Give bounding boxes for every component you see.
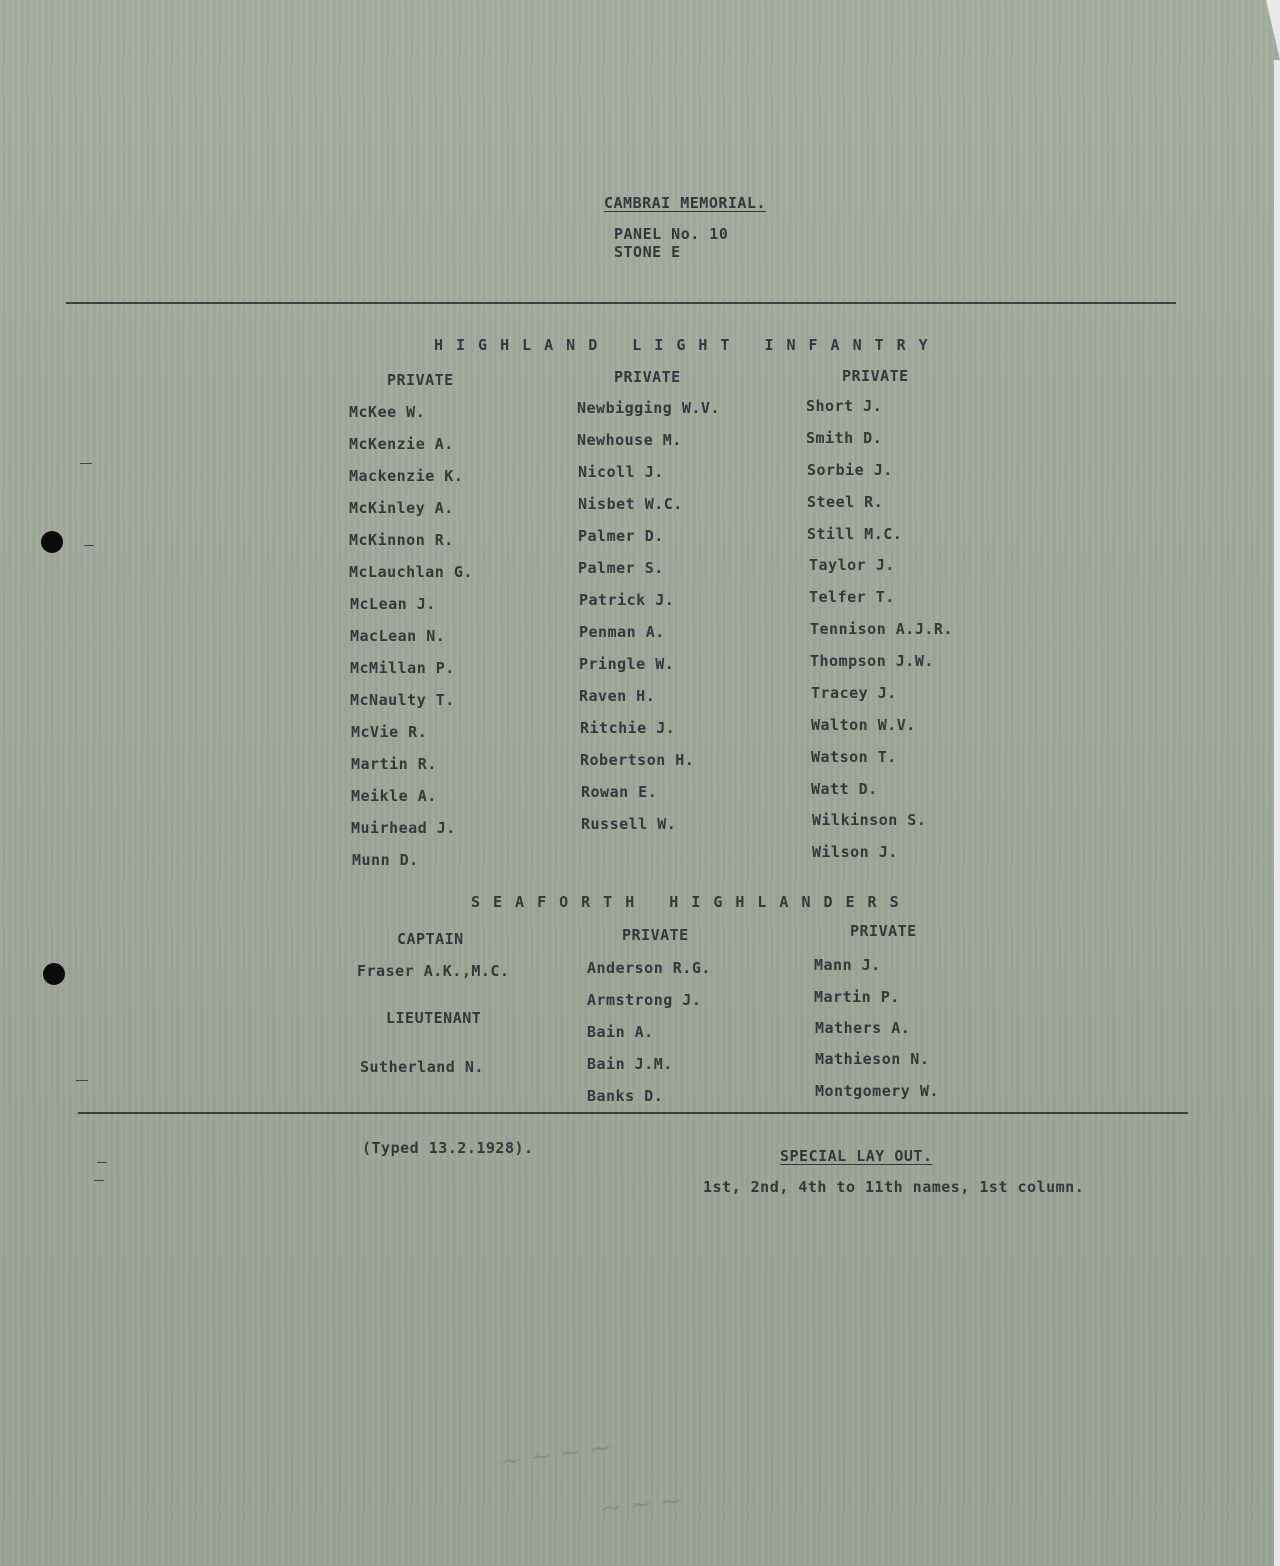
name-entry: Steel R. <box>807 493 884 511</box>
special-layout-heading: SPECIAL LAY OUT. <box>780 1147 933 1165</box>
name-entry: Mann J. <box>814 956 881 974</box>
rank-heading: CAPTAIN <box>397 930 464 948</box>
name-entry: Martin R. <box>351 755 437 773</box>
name-entry: Banks D. <box>587 1087 664 1105</box>
name-entry: Newbigging W.V. <box>577 399 720 417</box>
name-entry: Robertson H. <box>580 751 695 769</box>
name-entry: Sorbie J. <box>807 461 893 479</box>
name-entry: Montgomery W. <box>815 1082 939 1100</box>
name-entry: Smith D. <box>806 429 883 447</box>
name-entry: McKee W. <box>349 403 426 421</box>
name-entry: Anderson R.G. <box>587 959 711 977</box>
name-entry: Thompson J.W. <box>810 652 934 670</box>
bottom-rule <box>78 1112 1188 1114</box>
torn-corner <box>1266 0 1280 60</box>
margin-mark <box>80 463 92 464</box>
name-entry: McLauchlan G. <box>349 563 473 581</box>
name-entry: Mathieson N. <box>815 1050 930 1068</box>
name-entry: Telfer T. <box>809 588 895 606</box>
page-edge <box>1274 60 1280 1566</box>
regiment-heading-hli: HIGHLAND LIGHT INFANTRY <box>434 336 941 354</box>
name-entry: McMillan P. <box>350 659 455 677</box>
name-entry: Palmer S. <box>578 559 664 577</box>
name-entry: Still M.C. <box>807 525 903 543</box>
name-entry: Raven H. <box>579 687 656 705</box>
layout-note: 1st, 2nd, 4th to 11th names, 1st column. <box>703 1178 1085 1196</box>
name-entry: Watt D. <box>811 780 878 798</box>
margin-mark <box>94 1180 104 1181</box>
name-entry: Nisbet W.C. <box>578 495 683 513</box>
name-entry: Patrick J. <box>579 591 675 609</box>
name-entry: Martin P. <box>814 988 900 1006</box>
name-entry: Pringle W. <box>579 655 675 673</box>
name-entry: Bain A. <box>587 1023 654 1041</box>
name-entry: Short J. <box>806 397 883 415</box>
name-entry: Mathers A. <box>815 1019 911 1037</box>
typed-date: (Typed 13.2.1928). <box>362 1139 534 1157</box>
margin-mark <box>84 545 94 546</box>
name-entry: Mackenzie K. <box>349 467 464 485</box>
name-entry: Sutherland N. <box>360 1058 484 1076</box>
faint-pencil-mark: ~ ~ ~ ~ <box>498 1432 614 1478</box>
faint-pencil-mark: ~ ~ ~ <box>598 1485 684 1525</box>
name-entry: Meikle A. <box>351 787 437 805</box>
top-rule <box>66 302 1176 304</box>
name-entry: McLean J. <box>350 595 436 613</box>
margin-mark <box>97 1162 107 1163</box>
name-entry: McKinnon R. <box>349 531 454 549</box>
name-entry: Ritchie J. <box>580 719 676 737</box>
name-entry: Fraser A.K.,M.C. <box>357 962 510 980</box>
name-entry: Penman A. <box>579 623 665 641</box>
name-entry: Rowan E. <box>581 783 658 801</box>
name-entry: Bain J.M. <box>587 1055 673 1073</box>
rank-heading: PRIVATE <box>387 371 454 389</box>
name-entry: Wilson J. <box>812 843 898 861</box>
name-entry: McKenzie A. <box>349 435 454 453</box>
name-entry: Nicoll J. <box>578 463 664 481</box>
name-entry: Wilkinson S. <box>812 811 927 829</box>
name-entry: McNaulty T. <box>350 691 455 709</box>
punch-hole-bottom <box>43 963 65 985</box>
name-entry: Armstrong J. <box>587 991 702 1009</box>
rank-heading: PRIVATE <box>842 367 909 385</box>
stone-label: STONE E <box>614 243 681 261</box>
memorial-title: CAMBRAI MEMORIAL. <box>604 194 767 212</box>
rank-heading: LIEUTENANT <box>386 1009 482 1027</box>
rank-heading: PRIVATE <box>614 368 681 386</box>
name-entry: Tennison A.J.R. <box>810 620 953 638</box>
name-entry: Russell W. <box>581 815 677 833</box>
margin-mark <box>76 1080 88 1081</box>
panel-number: PANEL No. 10 <box>614 225 729 243</box>
punch-hole-top <box>41 531 63 553</box>
regiment-heading-seaforth: SEAFORTH HIGHLANDERS <box>471 893 912 911</box>
name-entry: Muirhead J. <box>351 819 456 837</box>
name-entry: Taylor J. <box>809 556 895 574</box>
name-entry: McVie R. <box>351 723 428 741</box>
name-entry: Walton W.V. <box>811 716 916 734</box>
name-entry: Palmer D. <box>578 527 664 545</box>
name-entry: McKinley A. <box>349 499 454 517</box>
name-entry: Tracey J. <box>811 684 897 702</box>
rank-heading: PRIVATE <box>622 926 689 944</box>
name-entry: Watson T. <box>811 748 897 766</box>
name-entry: Newhouse M. <box>577 431 682 449</box>
rank-heading: PRIVATE <box>850 922 917 940</box>
name-entry: MacLean N. <box>350 627 446 645</box>
name-entry: Munn D. <box>352 851 419 869</box>
